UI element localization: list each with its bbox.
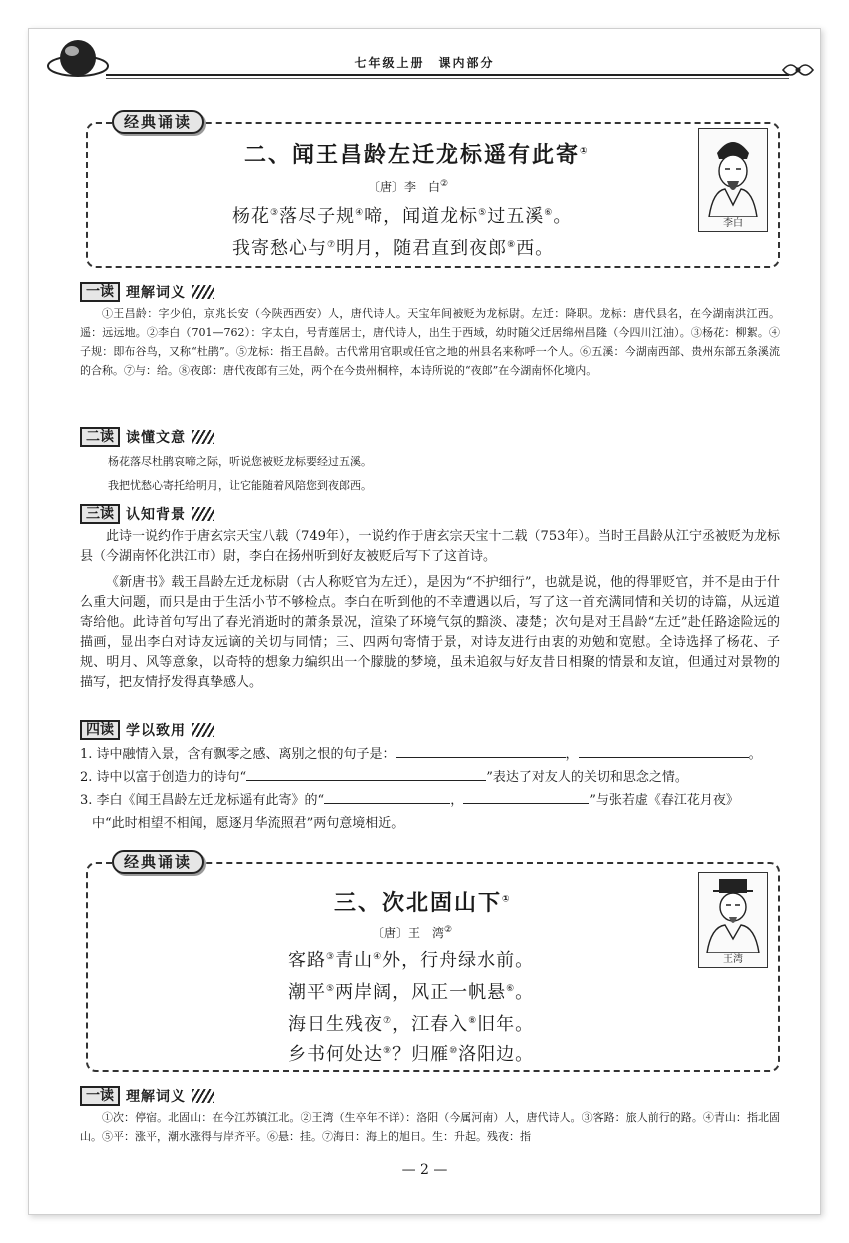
section1-label: 理解词义 bbox=[126, 285, 186, 301]
note-9: ⑨ bbox=[383, 1046, 393, 1056]
ornament-icon bbox=[781, 58, 815, 82]
section5-heading bbox=[80, 1086, 214, 1106]
poem1-line2-seg: 我寄愁心与 bbox=[232, 238, 327, 259]
poem2-line-4 bbox=[288, 1040, 534, 1066]
note-4: ④ bbox=[355, 208, 365, 218]
poem2-line4-seg: ？归雁 bbox=[392, 1044, 450, 1065]
poem2-line2-seg: 潮平 bbox=[288, 982, 326, 1003]
note-10: ⑩ bbox=[449, 1046, 459, 1056]
poem2-title-note: ① bbox=[502, 894, 512, 905]
question-2 bbox=[80, 768, 780, 788]
stripes-decoration bbox=[192, 723, 214, 737]
poem2-line1-seg: 青山 bbox=[335, 950, 374, 971]
poem2-line-2 bbox=[288, 978, 534, 1004]
poem1-line1-seg: 啼，闻道龙标 bbox=[364, 206, 479, 227]
poem1-line1-seg: 杨花 bbox=[232, 206, 270, 227]
answer-blank[interactable] bbox=[463, 792, 589, 804]
poem1-title-text: 二、闻王昌龄左迁龙标遥有此寄 bbox=[244, 143, 581, 168]
note-3: ③ bbox=[270, 208, 280, 218]
poem1-line1-seg: 过五溪 bbox=[487, 206, 545, 227]
page-header-title: 七年级上册 课内部分 bbox=[354, 56, 495, 70]
stripes-decoration bbox=[192, 507, 214, 521]
poem1-author-text: 〔唐〕李 白 bbox=[368, 180, 441, 194]
poem1-line2-seg: 西。 bbox=[516, 238, 555, 259]
section3-paragraph-1: 此诗一说约作于唐玄宗天宝八载（749年），一说约作于唐玄宗天宝十二载（753年）。当时王昌龄从江宁丞被贬为龙标县（今湖南怀化洪江市）尉，李白在扬州听到好友被贬后写下了这首诗。 bbox=[80, 529, 780, 564]
portrait-li-bai bbox=[698, 128, 768, 232]
note-6: ⑥ bbox=[506, 984, 516, 994]
poem1-line1-seg: 。 bbox=[553, 206, 573, 227]
poem2-line4-seg: 乡书何处达 bbox=[288, 1044, 383, 1065]
poem2-line3-seg: 旧年。 bbox=[477, 1014, 535, 1035]
question-1-text: 1. 诗中融情入景，含有飘零之感、离别之恨的句子是： bbox=[80, 747, 396, 762]
section2-line-2: 我把忧愁心寄托给明月，让它能随着风陪您到夜郎西。 bbox=[108, 479, 372, 492]
poem2-line1-seg: 外，行舟绿水前。 bbox=[382, 950, 535, 971]
question-2-end: ”表达了对友人的关切和思念之情。 bbox=[486, 770, 688, 785]
note-6: ⑥ bbox=[544, 208, 554, 218]
note-5: ⑤ bbox=[478, 208, 488, 218]
note-5: ⑤ bbox=[326, 984, 336, 994]
section3-paragraph-2: 《新唐书》载王昌龄左迁龙标尉（古人称贬官为左迁），是因为“不护细行”，也就是说，他的得罪贬官，并不是由于什么重大问题，而只是由于生活小节不够检点。李白在听到他的不幸遭遇以后，写了这一首充满同情和关切的诗篇，从远道寄给他。此诗首句写出了春光消逝时的萧条景况，渲染了环境气氛的黯淡、凄楚；次句是对王昌龄“左迁”赴任路途险远的描画，显出李白对诗友远谪的关切与同情；三、四两句寄情于景，对诗友进行由衷的劝勉和宽慰。全诗选择了杨花、子规、明月、风等意象，以奇特的想象力编织出一个朦胧的梦境，虽未追叙与好友昔日相聚的情景和友谊，但通过对景物的描写，把友情抒发得真挚感人。 bbox=[80, 575, 780, 690]
poem1-line1-seg: 落尽子规 bbox=[279, 206, 356, 227]
section5-tag: 一读 bbox=[80, 1086, 120, 1106]
note-7: ⑦ bbox=[327, 240, 337, 250]
section1-heading bbox=[80, 282, 214, 302]
question-3 bbox=[80, 791, 780, 811]
poem2-line3-seg: ，江春入 bbox=[392, 1014, 469, 1035]
section3-heading bbox=[80, 504, 214, 524]
section3-label: 认知背景 bbox=[126, 507, 186, 523]
section5-label: 理解词义 bbox=[126, 1089, 186, 1105]
section2-tag: 二读 bbox=[80, 427, 120, 447]
section1-tag: 一读 bbox=[80, 282, 120, 302]
stripes-decoration bbox=[192, 285, 214, 299]
poem2-line1-seg: 客路 bbox=[288, 950, 326, 971]
answer-blank[interactable] bbox=[324, 792, 450, 804]
question-2-text: 2. 诗中以富于创造力的诗句“ bbox=[80, 770, 247, 785]
poem2-line-3 bbox=[288, 1010, 534, 1036]
question-3-end: ”与张若虚《春江花月夜》 bbox=[589, 793, 739, 808]
poem1-line-1 bbox=[232, 202, 572, 228]
question-3-text: 3. 李白《闻王昌龄左迁龙标遥有此寄》的“ bbox=[80, 793, 325, 808]
poem2-line-1 bbox=[288, 946, 534, 972]
portrait-wang-wan-drawing bbox=[699, 873, 767, 953]
poem2-author-note: ② bbox=[444, 925, 453, 935]
note-8: ⑧ bbox=[468, 1016, 478, 1026]
portrait-wang-wan bbox=[698, 872, 768, 968]
question-1-sep: ， bbox=[565, 747, 579, 762]
poem1-badge: 经典诵读 bbox=[112, 110, 204, 134]
poem1-title-note: ① bbox=[580, 146, 590, 157]
portrait-caption-1: 李白 bbox=[723, 218, 743, 229]
poem2-title bbox=[334, 886, 512, 917]
section2-heading bbox=[80, 427, 214, 447]
poem2-line2-seg: 两岸阔，风正一帆悬 bbox=[335, 982, 507, 1003]
stripes-decoration bbox=[192, 1089, 214, 1103]
poem1-line-2 bbox=[232, 234, 554, 260]
section4-heading bbox=[80, 720, 214, 740]
question-3-sep: ， bbox=[450, 793, 464, 808]
stripes-decoration bbox=[192, 430, 214, 444]
poem2-line4-seg: 洛阳边。 bbox=[458, 1044, 535, 1065]
answer-blank[interactable] bbox=[246, 769, 486, 781]
poem1-line2-seg: 明月，随君直到夜郎 bbox=[336, 238, 508, 259]
question-1 bbox=[80, 745, 780, 765]
poem1-author-note: ② bbox=[440, 179, 449, 189]
poem2-author bbox=[372, 924, 452, 941]
section2-label: 读懂文意 bbox=[126, 430, 186, 446]
note-3: ③ bbox=[326, 952, 336, 962]
answer-blank[interactable] bbox=[396, 746, 566, 758]
section4-tag: 四读 bbox=[80, 720, 120, 740]
poem1-author bbox=[368, 178, 448, 195]
poem2-line2-seg: 。 bbox=[515, 982, 535, 1003]
poem2-badge: 经典诵读 bbox=[112, 850, 204, 874]
poem2-author-text: 〔唐〕王 湾 bbox=[372, 926, 445, 940]
poem2-line3-seg: 海日生残夜 bbox=[288, 1014, 383, 1035]
question-3-cont: 中“此时相望不相闻，愿逐月华流照君”两句意境相近。 bbox=[92, 816, 405, 831]
section1-notes: ①王昌龄：字少伯，京兆长安（今陕西西安）人，唐代诗人。天宝年间被贬为龙标尉。左迁：降职。龙标：唐代县名，在今湖南洪江西。遥：远远地。②李白（701—762）：字太白，号青莲居士，唐代诗人，出生于西域，幼时随父迁居绵州昌隆（今四川江油）。③杨花：柳絮。④子规：即布谷鸟，又称“杜鹃”。⑤龙标：指王昌龄。古代常用官职或任官之地的州县名来称呼一个人。⑥五溪：今湖南西部、贵州东部五条溪流的合称。⑦与：给。⑧夜郎：唐代夜郎有三处，两个在今贵州桐梓，本诗所说的“夜郎”在今湖南怀化境内。 bbox=[80, 307, 780, 377]
page-number: — 2 — bbox=[401, 1162, 448, 1178]
header-rule-thin bbox=[106, 78, 789, 79]
note-7: ⑦ bbox=[383, 1016, 393, 1026]
section5-notes: ①次：停宿。北固山：在今江苏镇江北。②王湾（生卒年不详）：洛阳（今属河南）人，唐代诗人。③客路：旅人前行的路。④青山：指北固山。⑤平：涨平，潮水涨得与岸齐平。⑥悬：挂。⑦海日：海上的旭日。生：升起。残夜：指 bbox=[80, 1111, 780, 1143]
section4-label: 学以致用 bbox=[126, 723, 186, 739]
section3-tag: 三读 bbox=[80, 504, 120, 524]
portrait-caption-2: 王湾 bbox=[723, 954, 743, 965]
header-rule bbox=[106, 74, 789, 76]
note-4: ④ bbox=[373, 952, 383, 962]
poem2-title-text: 三、次北固山下 bbox=[334, 891, 503, 916]
answer-blank[interactable] bbox=[579, 746, 749, 758]
section2-line-1: 杨花落尽杜鹃哀啼之际，听说您被贬龙标要经过五溪。 bbox=[108, 455, 372, 468]
note-8: ⑧ bbox=[507, 240, 517, 250]
poem1-title bbox=[244, 138, 590, 169]
question-1-end: 。 bbox=[748, 747, 762, 762]
portrait-li-bai-drawing bbox=[699, 129, 767, 217]
